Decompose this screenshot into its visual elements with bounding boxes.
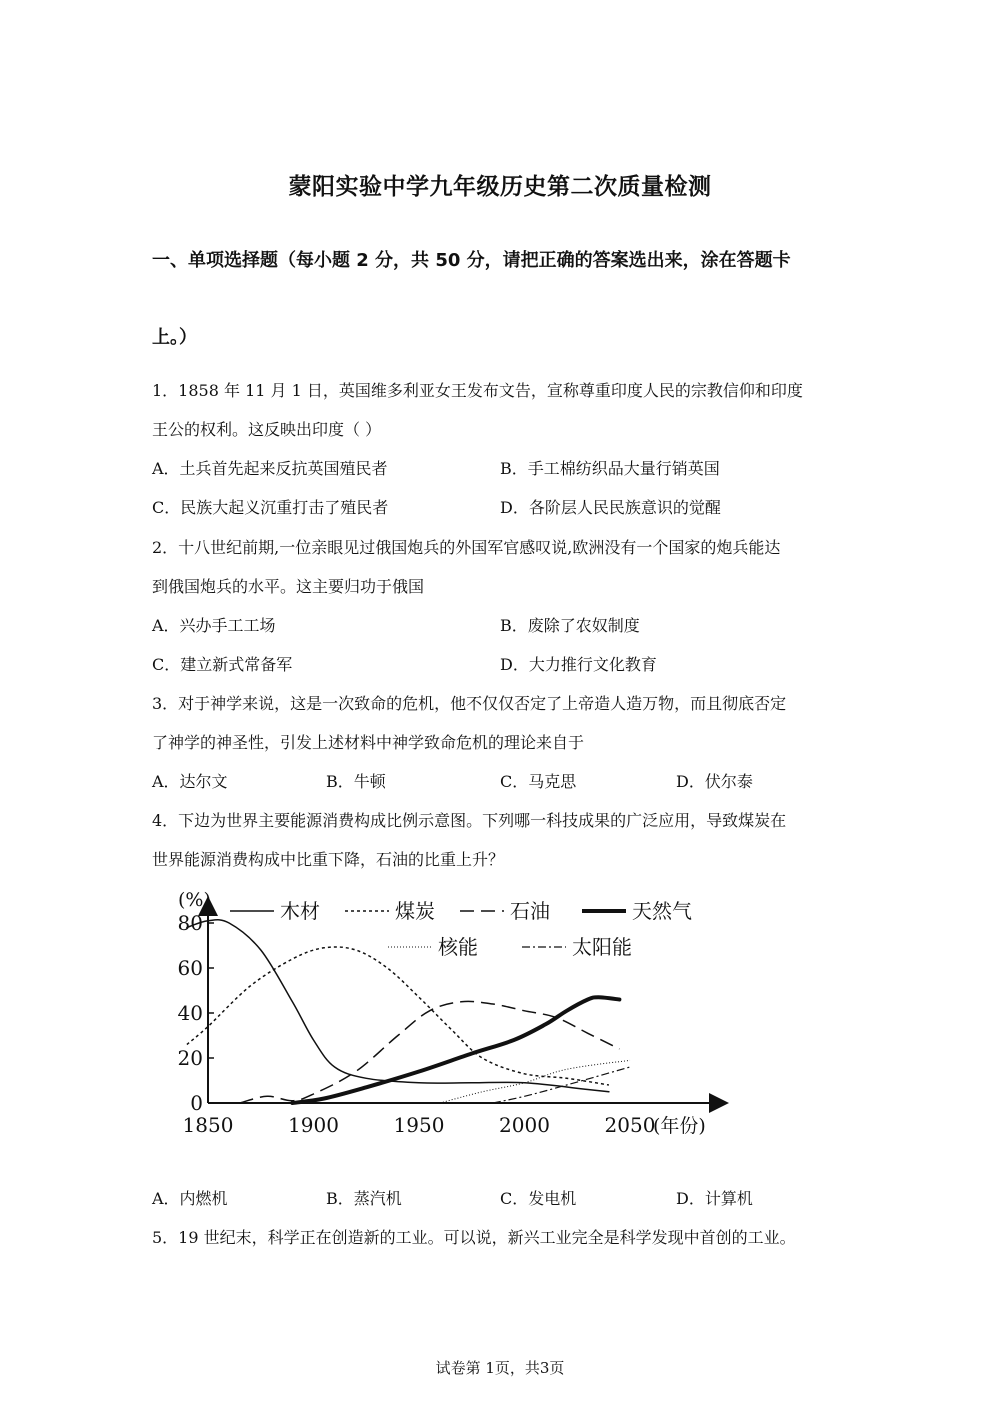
x-tick-label: 1900	[288, 1113, 339, 1137]
q2-option-b: B．废除了农奴制度	[500, 616, 640, 635]
q1-stem-cont: 王公的权利。这反映出印度（ ）	[152, 420, 382, 439]
y-tick-label: 60	[177, 956, 203, 980]
q3-option-a: A．达尔文	[152, 772, 228, 791]
q2-stem: 2．十八世纪前期,一位亲眼见过俄国炮兵的外国军官感叹说,欧洲没有一个国家的炮兵能达	[152, 538, 781, 557]
legend-label-wood: 木材	[280, 899, 320, 923]
section-heading: 一、单项选择题（每小题 2 分，共 50 分，请把正确的答案选出来，涂在答题卡	[152, 250, 791, 271]
y-tick-label: 0	[190, 1091, 203, 1115]
legend-label-nuclear: 核能	[438, 935, 478, 959]
page-footer: 试卷第 1页，共3页	[435, 1359, 565, 1377]
q2-option-a: A．兴办手工工场	[152, 616, 276, 635]
q4-option-c: C．发电机	[500, 1189, 577, 1208]
y-tick-label: 40	[177, 1001, 203, 1025]
q2-stem-cont: 到俄国炮兵的水平。这主要归功于俄国	[152, 577, 425, 596]
q1-option-b: B．手工棉纺织品大量行销英国	[500, 459, 720, 478]
q3-stem-cont: 了神学的神圣性，引发上述材料中神学致命危机的理论来自于	[152, 733, 585, 752]
series-line-nuclear	[440, 1060, 630, 1103]
legend-label-natural-gas: 天然气	[632, 899, 692, 923]
energy-consumption-chart	[170, 882, 740, 1144]
x-tick-label: 1950	[393, 1113, 445, 1137]
q3-option-b: B．牛顿	[326, 772, 386, 791]
x-axis-label: (年份)	[653, 1115, 706, 1137]
q2-option-c: C．建立新式常备军	[152, 655, 293, 674]
q3-option-d: D．伏尔泰	[676, 772, 753, 791]
q2-option-d: D．大力推行文化教育	[500, 655, 657, 674]
q1-stem: 1．1858 年 11 月 1 日，英国维多利亚女王发布文告，宣称尊重印度人民的宗教信仰和印度	[152, 381, 803, 400]
section-heading-cont: 上。）	[152, 327, 197, 348]
x-tick-label: 1850	[182, 1113, 234, 1137]
x-tick-label: 2000	[499, 1113, 550, 1137]
legend-label-coal: 煤炭	[395, 899, 435, 923]
series-line-oil	[240, 1001, 620, 1103]
q3-option-c: C．马克思	[500, 772, 577, 791]
series-line-coal	[187, 947, 609, 1085]
q1-option-a: A．土兵首先起来反抗英国殖民者	[152, 459, 388, 478]
q4-option-d: D．计算机	[676, 1189, 753, 1208]
q5-stem: 5．19 世纪末，科学正在创造新的工业。可以说，新兴工业完全是科学发现中首创的工业。	[152, 1228, 796, 1247]
q4-option-a: A．内燃机	[152, 1189, 228, 1208]
legend-label-oil: 石油	[510, 899, 550, 923]
q1-option-d: D．各阶层人民民族意识的觉醒	[500, 498, 721, 517]
y-tick-label: 80	[177, 911, 203, 935]
x-tick-label: 2050	[604, 1113, 656, 1137]
series-line-wood	[187, 920, 609, 1092]
q4-option-b: B．蒸汽机	[326, 1189, 402, 1208]
q4-stem-cont: 世界能源消费构成中比重下降，石油的比重上升？	[152, 850, 505, 869]
q4-stem: 4．下边为世界主要能源消费构成比例示意图。下列哪一科技成果的广泛应用，导致煤炭在	[152, 811, 787, 830]
q1-option-c: C．民族大起义沉重打击了殖民者	[152, 498, 389, 517]
q3-stem: 3．对于神学来说，这是一次致命的危机，他不仅仅否定了上帝造人造万物，而且彻底否定	[152, 694, 787, 713]
exam-title: 蒙阳实验中学九年级历史第二次质量检测	[288, 174, 712, 200]
legend-label-solar: 太阳能	[572, 935, 632, 959]
y-axis-label: (%)	[178, 889, 211, 911]
y-tick-label: 20	[177, 1046, 203, 1070]
